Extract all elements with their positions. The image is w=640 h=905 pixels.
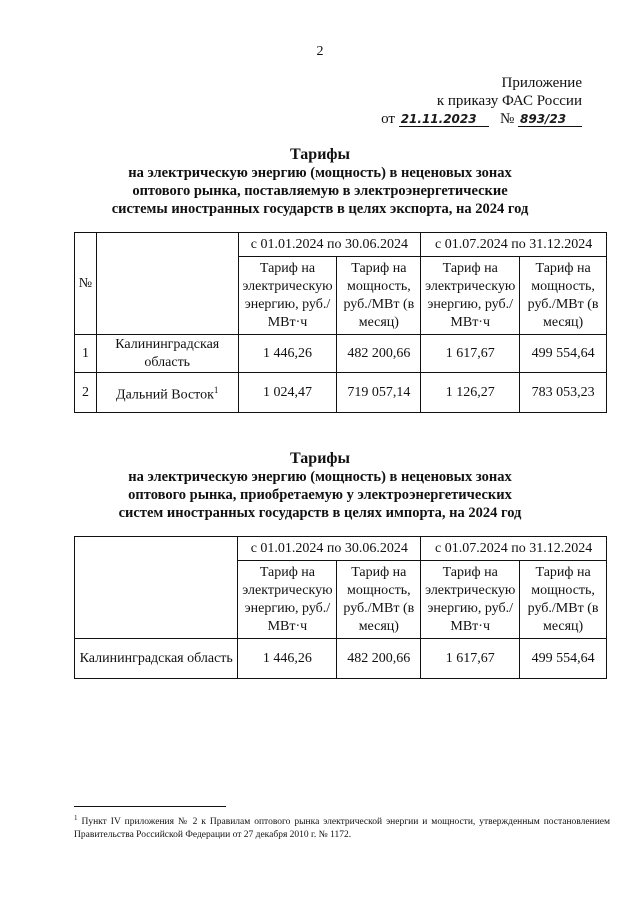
row-region: Калининградская область: [96, 335, 238, 373]
export-title-line: на электрическую энергию (мощность) в неценовых зонах: [128, 165, 512, 181]
import-tariff-table: [74, 536, 607, 679]
footnote-ref: 1: [213, 384, 219, 395]
from-label: от: [381, 111, 395, 127]
col-header-energy-h1: Тариф на электрическую энергию, руб./МВт·ч: [238, 561, 337, 639]
import-title-line: систем иностранных государств в целях импорта, на 2024 год: [118, 505, 522, 521]
number-label: №: [499, 111, 515, 127]
import-title-heading: Тарифы: [290, 450, 350, 467]
col-header-power-h2: Тариф на мощность, руб./МВт (в месяц): [520, 561, 607, 639]
appendix-date-number: [381, 110, 582, 128]
row-region-name: Дальний Восток: [116, 387, 214, 403]
import-title: [0, 450, 640, 522]
row-number: 2: [75, 373, 97, 413]
cell-power-h2: 499 554,64: [520, 335, 607, 373]
cell-energy-h1: 1 446,26: [238, 335, 337, 373]
export-title-line: оптового рынка, поставляемую в электроэнергетические: [132, 183, 508, 199]
export-title-line: системы иностранных государств в целях экспорта, на 2024 год: [111, 201, 529, 217]
col-header-region: [75, 537, 238, 639]
export-tariff-table: [74, 232, 607, 413]
footnote-divider: [74, 806, 226, 807]
period-header-h1: с 01.01.2024 по 30.06.2024: [238, 233, 421, 257]
col-header-number: №: [75, 233, 97, 335]
footnote: [74, 812, 610, 842]
page-number: 2: [316, 44, 324, 59]
period-header-h1: с 01.01.2024 по 30.06.2024: [238, 537, 421, 561]
col-header-energy-h2: Тариф на электрическую энергию, руб./МВт·ч: [421, 257, 520, 335]
appendix-header: [381, 74, 582, 128]
handwritten-date: 21.11.2023: [399, 112, 489, 127]
cell-energy-h1: 1 024,47: [238, 373, 337, 413]
import-title-line: оптового рынка, приобретаемую у электроэнергетических: [128, 487, 512, 503]
cell-power-h2: 499 554,64: [520, 639, 607, 679]
handwritten-number: 893/23: [518, 112, 582, 127]
row-region: [96, 373, 238, 413]
appendix-order-ref: к приказу ФАС России: [436, 93, 582, 109]
table-row: [75, 639, 607, 679]
col-header-power-h1: Тариф на мощность, руб./МВт (в месяц): [337, 257, 421, 335]
export-title: [0, 146, 640, 218]
cell-energy-h2: 1 617,67: [421, 335, 520, 373]
period-header-h2: с 01.07.2024 по 31.12.2024: [421, 233, 607, 257]
cell-power-h2: 783 053,23: [520, 373, 607, 413]
cell-power-h1: 482 200,66: [337, 335, 421, 373]
cell-energy-h2: 1 617,67: [421, 639, 520, 679]
cell-energy-h1: 1 446,26: [238, 639, 337, 679]
col-header-energy-h2: Тариф на электрическую энергию, руб./МВт·ч: [421, 561, 520, 639]
row-number: 1: [75, 335, 97, 373]
import-title-line: на электрическую энергию (мощность) в неценовых зонах: [128, 469, 512, 485]
table-row: [75, 373, 607, 413]
col-header-power-h1: Тариф на мощность, руб./МВт (в месяц): [337, 561, 421, 639]
col-header-region: [96, 233, 238, 335]
table-row: [75, 335, 607, 373]
footnote-marker: 1: [74, 814, 78, 822]
cell-energy-h2: 1 126,27: [421, 373, 520, 413]
row-region: Калининградская область: [75, 639, 238, 679]
appendix-title: Приложение: [501, 75, 582, 91]
cell-power-h1: 719 057,14: [337, 373, 421, 413]
col-header-energy-h1: Тариф на электрическую энергию, руб./МВт·ч: [238, 257, 337, 335]
export-title-heading: Тарифы: [290, 146, 350, 163]
cell-power-h1: 482 200,66: [337, 639, 421, 679]
period-header-h2: с 01.07.2024 по 31.12.2024: [421, 537, 607, 561]
col-header-power-h2: Тариф на мощность, руб./МВт (в месяц): [520, 257, 607, 335]
footnote-text: Пункт IV приложения № 2 к Правилам оптового рынка электрической энергии и мощности, утвержденным постановлением Правительства Российской Федерации от 27 декабря 2010 г. № 1172.: [74, 817, 611, 841]
